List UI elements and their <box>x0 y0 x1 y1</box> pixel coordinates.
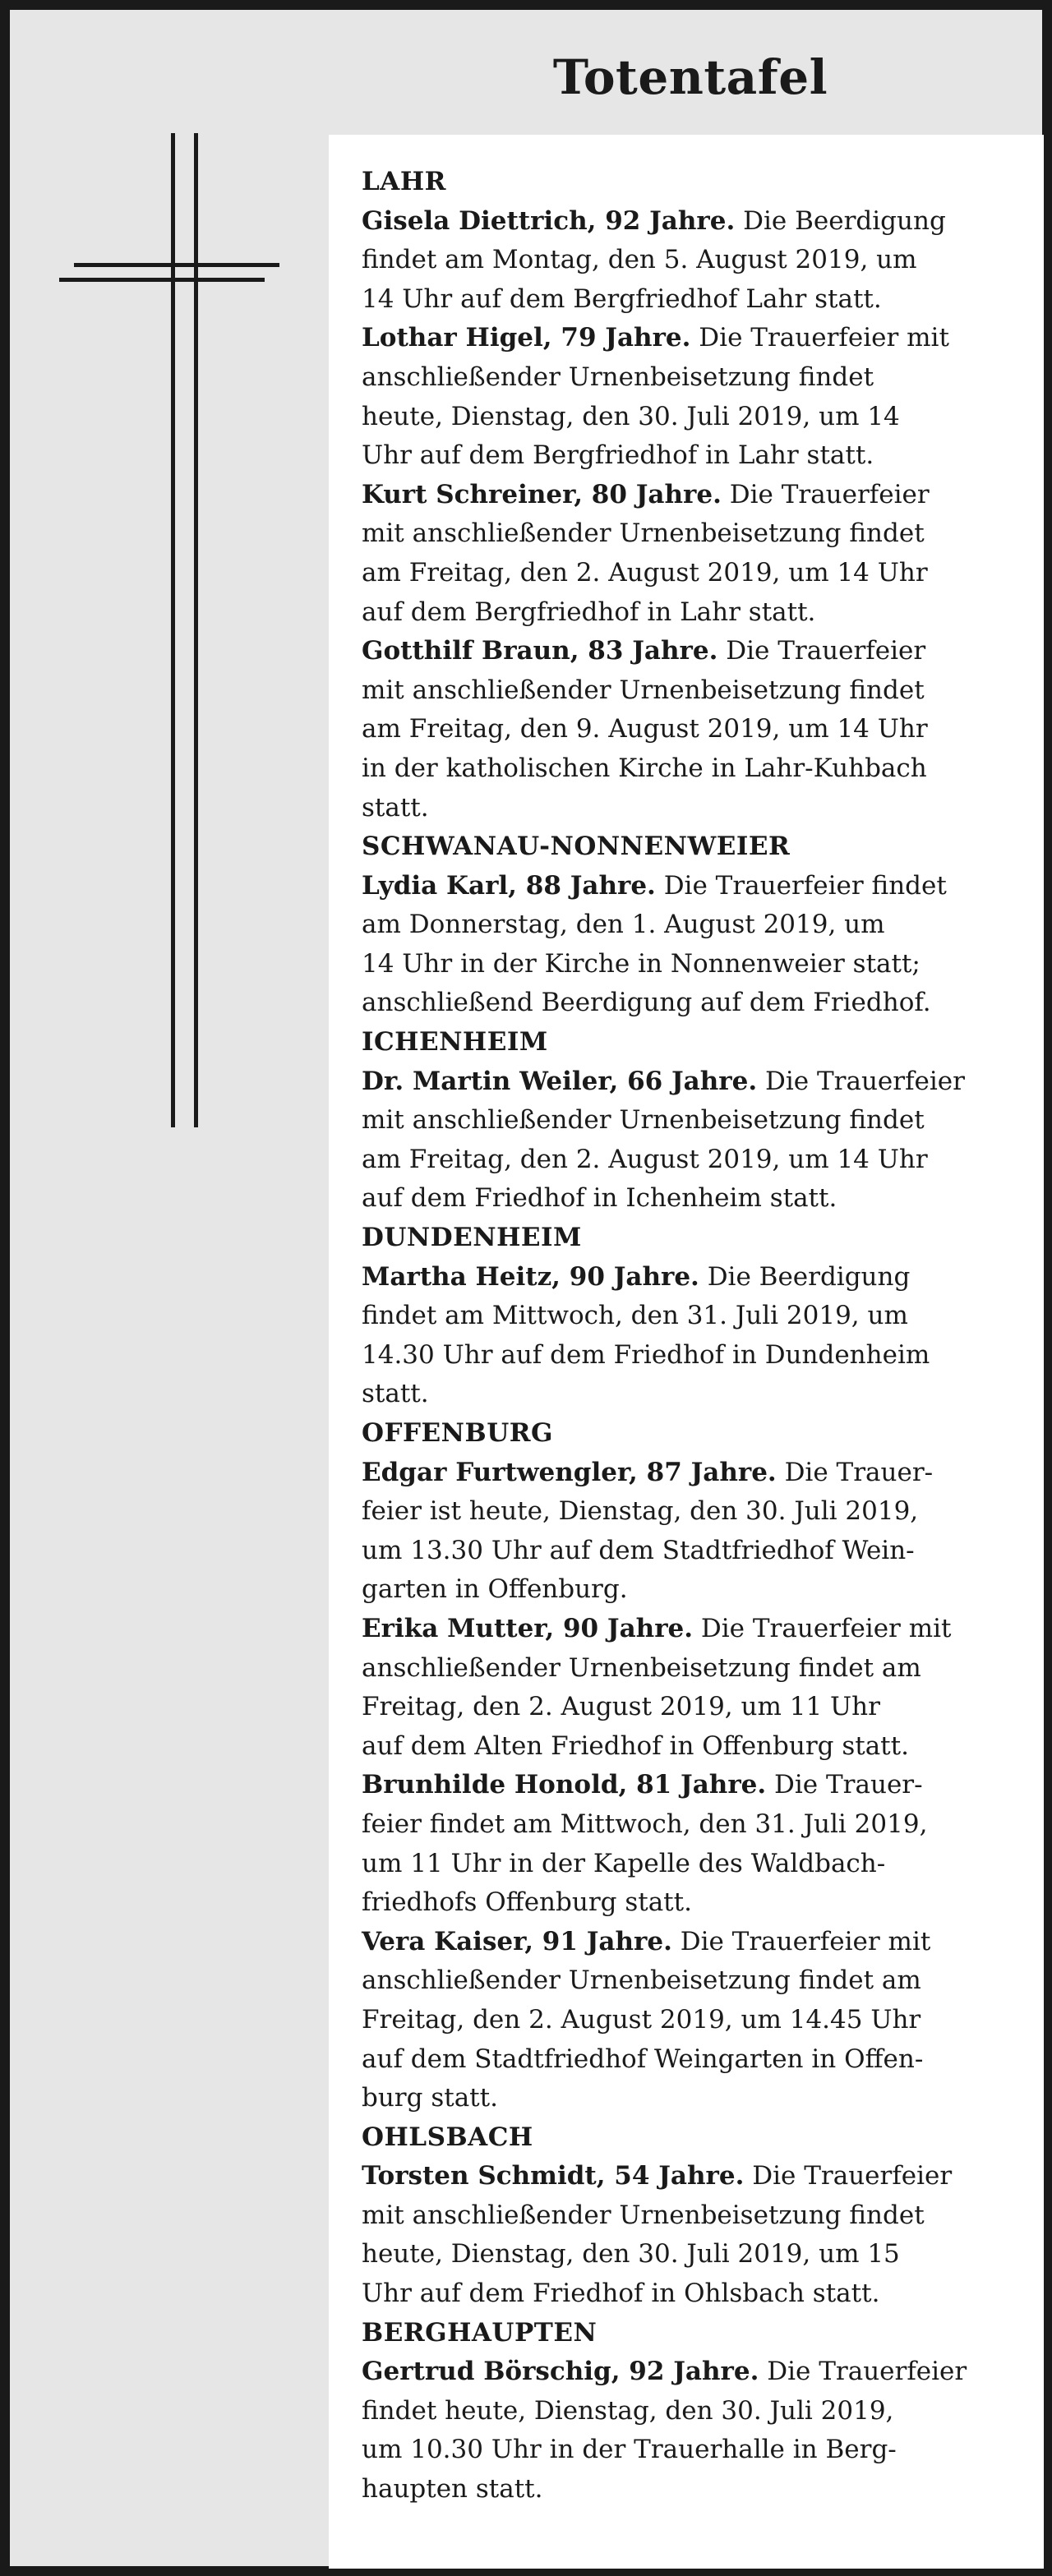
place-heading: ICHENHEIM <box>362 1027 548 1058</box>
entry-text-line: Die Beerdigung <box>699 1261 911 1292</box>
place-heading: LAHR <box>362 167 446 196</box>
entry-text-line: um 13.30 Uhr auf dem Stadtfriedhof Wein- <box>362 1535 915 1565</box>
entry-text-line: Die Trauerfeier mit <box>690 323 949 353</box>
obituary-entry <box>362 1766 1027 1922</box>
obituary-entry <box>362 1923 1027 2118</box>
deceased-name: Martha Heitz, 90 Jahre. <box>362 1261 699 1292</box>
deceased-name: Edgar Furtwengler, 87 Jahre. <box>362 1457 777 1487</box>
entry-text-line: Die Trauerfeier mit <box>671 1926 931 1956</box>
obituary-entry <box>362 2157 1027 2313</box>
entry-text-line: Die Trauer- <box>776 1457 934 1487</box>
entry-text-line: Uhr auf dem Bergfriedhof in Lahr statt. <box>362 440 874 471</box>
entry-text-line: haupten statt. <box>362 2474 543 2505</box>
entry-text-line: am Freitag, den 2. August 2019, um 14 Uhr <box>362 557 928 588</box>
obituary-entry <box>362 202 1027 320</box>
entry-text-line: 14 Uhr in der Kirche in Nonnenweier statt; <box>362 948 920 979</box>
entry-text-line: auf dem Bergfriedhof in Lahr statt. <box>362 597 816 627</box>
entry-text-line: anschließend Beerdigung auf dem Friedhof. <box>362 988 931 1018</box>
obituary-entry <box>362 319 1027 475</box>
entry-text-line: anschließender Urnenbeisetzung findet am <box>362 1652 921 1683</box>
entry-text-line: Freitag, den 2. August 2019, um 11 Uhr <box>362 1692 880 1722</box>
obituary-entry <box>362 867 1027 1023</box>
entry-text-line: Die Trauerfeier mit <box>693 1613 952 1643</box>
entry-text-line: burg statt. <box>362 2083 498 2113</box>
entry-text-line: garten in Offenburg. <box>362 1574 628 1605</box>
header <box>329 20 1052 135</box>
entry-text-line: Freitag, den 2. August 2019, um 14.45 Uhr <box>362 2004 921 2035</box>
obituary-list <box>329 135 1044 2569</box>
entry-text-line: findet am Montag, den 5. August 2019, um <box>362 245 917 275</box>
entry-text-line: auf dem Stadtfriedhof Weingarten in Offen- <box>362 2044 924 2074</box>
deceased-name: Lothar Higel, 79 Jahre. <box>362 323 691 353</box>
deceased-name: Torsten Schmidt, 54 Jahre. <box>362 2161 745 2191</box>
deceased-name: Erika Mutter, 90 Jahre. <box>362 1613 694 1643</box>
entry-text-line: feier ist heute, Dienstag, den 30. Juli 2019, <box>362 1496 919 1527</box>
obituary-entry <box>362 1454 1027 1610</box>
entry-text-line: feier findet am Mittwoch, den 31. Juli 2019, <box>362 1809 928 1839</box>
deceased-name: Gotthilf Braun, 83 Jahre. <box>362 636 718 666</box>
entry-text-line: in der katholischen Kirche in Lahr-Kuhbach <box>362 753 927 783</box>
entry-text-line: am Freitag, den 2. August 2019, um 14 Uhr <box>362 1144 928 1174</box>
place-heading: OHLSBACH <box>362 2122 533 2152</box>
obituary-entry <box>362 1062 1027 1219</box>
entry-text-line: mit anschließender Urnenbeisetzung findet <box>362 2200 925 2230</box>
deceased-name: Gertrud Börschig, 92 Jahre. <box>362 2357 759 2387</box>
obituary-entry <box>362 1258 1027 1414</box>
cross-icon <box>51 133 289 1144</box>
obituary-entry <box>362 1610 1027 1766</box>
entry-text-line: um 11 Uhr in der Kapelle des Waldbach- <box>362 1848 886 1878</box>
entry-text-line: mit anschließender Urnenbeisetzung findet <box>362 518 925 549</box>
entry-text-line: Die Trauerfeier <box>721 479 930 509</box>
entry-text-line: mit anschließender Urnenbeisetzung findet <box>362 675 925 705</box>
entry-text-line: Die Trauerfeier <box>744 2161 953 2191</box>
place-heading: DUNDENHEIM <box>362 1223 582 1253</box>
entry-text-line: heute, Dienstag, den 30. Juli 2019, um 15 <box>362 2239 900 2270</box>
entry-text-line: um 10.30 Uhr in der Trauerhalle in Berg- <box>362 2435 897 2465</box>
deceased-name: Brunhilde Honold, 81 Jahre. <box>362 1770 767 1800</box>
entry-text-line: friedhofs Offenburg statt. <box>362 1887 692 1918</box>
page-title: Totentafel <box>552 49 828 105</box>
entry-text-line: am Donnerstag, den 1. August 2019, um <box>362 910 885 940</box>
obituary-entry <box>362 476 1027 632</box>
entry-text-line: Die Trauerfeier findet <box>655 870 947 901</box>
deceased-name: Gisela Diettrich, 92 Jahre. <box>362 205 736 236</box>
entry-text-line: 14.30 Uhr auf dem Friedhof in Dundenheim <box>362 1339 930 1370</box>
deceased-name: Vera Kaiser, 91 Jahre. <box>362 1926 672 1956</box>
entry-text-line: statt. <box>362 1379 429 1409</box>
place-heading: SCHWANAU-NONNENWEIER <box>362 832 791 862</box>
place-heading: OFFENBURG <box>362 1418 553 1448</box>
entry-text-line: Die Trauerfeier <box>759 2357 967 2387</box>
entry-text-line: 14 Uhr auf dem Bergfriedhof Lahr statt. <box>362 283 882 314</box>
entry-text-line: anschließender Urnenbeisetzung findet am <box>362 1965 921 1996</box>
entry-text-line: am Freitag, den 9. August 2019, um 14 Uhr <box>362 714 928 744</box>
entry-text-line: Die Trauerfeier <box>717 636 926 666</box>
entry-text-line: Die Beerdigung <box>735 205 946 236</box>
entry-text-line: mit anschließender Urnenbeisetzung findet <box>362 1105 925 1136</box>
entry-text-line: auf dem Alten Friedhof in Offenburg statt. <box>362 1730 909 1761</box>
obituary-entry <box>362 632 1027 827</box>
deceased-name: Kurt Schreiner, 80 Jahre. <box>362 479 722 509</box>
obituary-entry <box>362 2353 1027 2509</box>
place-heading: BERGHAUPTEN <box>362 2317 598 2348</box>
deceased-name: Lydia Karl, 88 Jahre. <box>362 870 656 901</box>
entry-text-line: anschließender Urnenbeisetzung findet <box>362 362 874 392</box>
entry-text-line: findet am Mittwoch, den 31. Juli 2019, um <box>362 1301 908 1331</box>
entry-text-line: findet heute, Dienstag, den 30. Juli 2019, <box>362 2395 894 2426</box>
entry-text-line: Die Trauer- <box>766 1770 923 1800</box>
entry-text-line: Uhr auf dem Friedhof in Ohlsbach statt. <box>362 2279 880 2309</box>
entry-text-line: auf dem Friedhof in Ichenheim statt. <box>362 1183 837 1214</box>
entry-text-line: heute, Dienstag, den 30. Juli 2019, um 14 <box>362 401 900 431</box>
entry-text-line: statt. <box>362 792 429 823</box>
deceased-name: Dr. Martin Weiler, 66 Jahre. <box>362 1066 758 1096</box>
entry-text-line: Die Trauerfeier <box>757 1066 965 1096</box>
